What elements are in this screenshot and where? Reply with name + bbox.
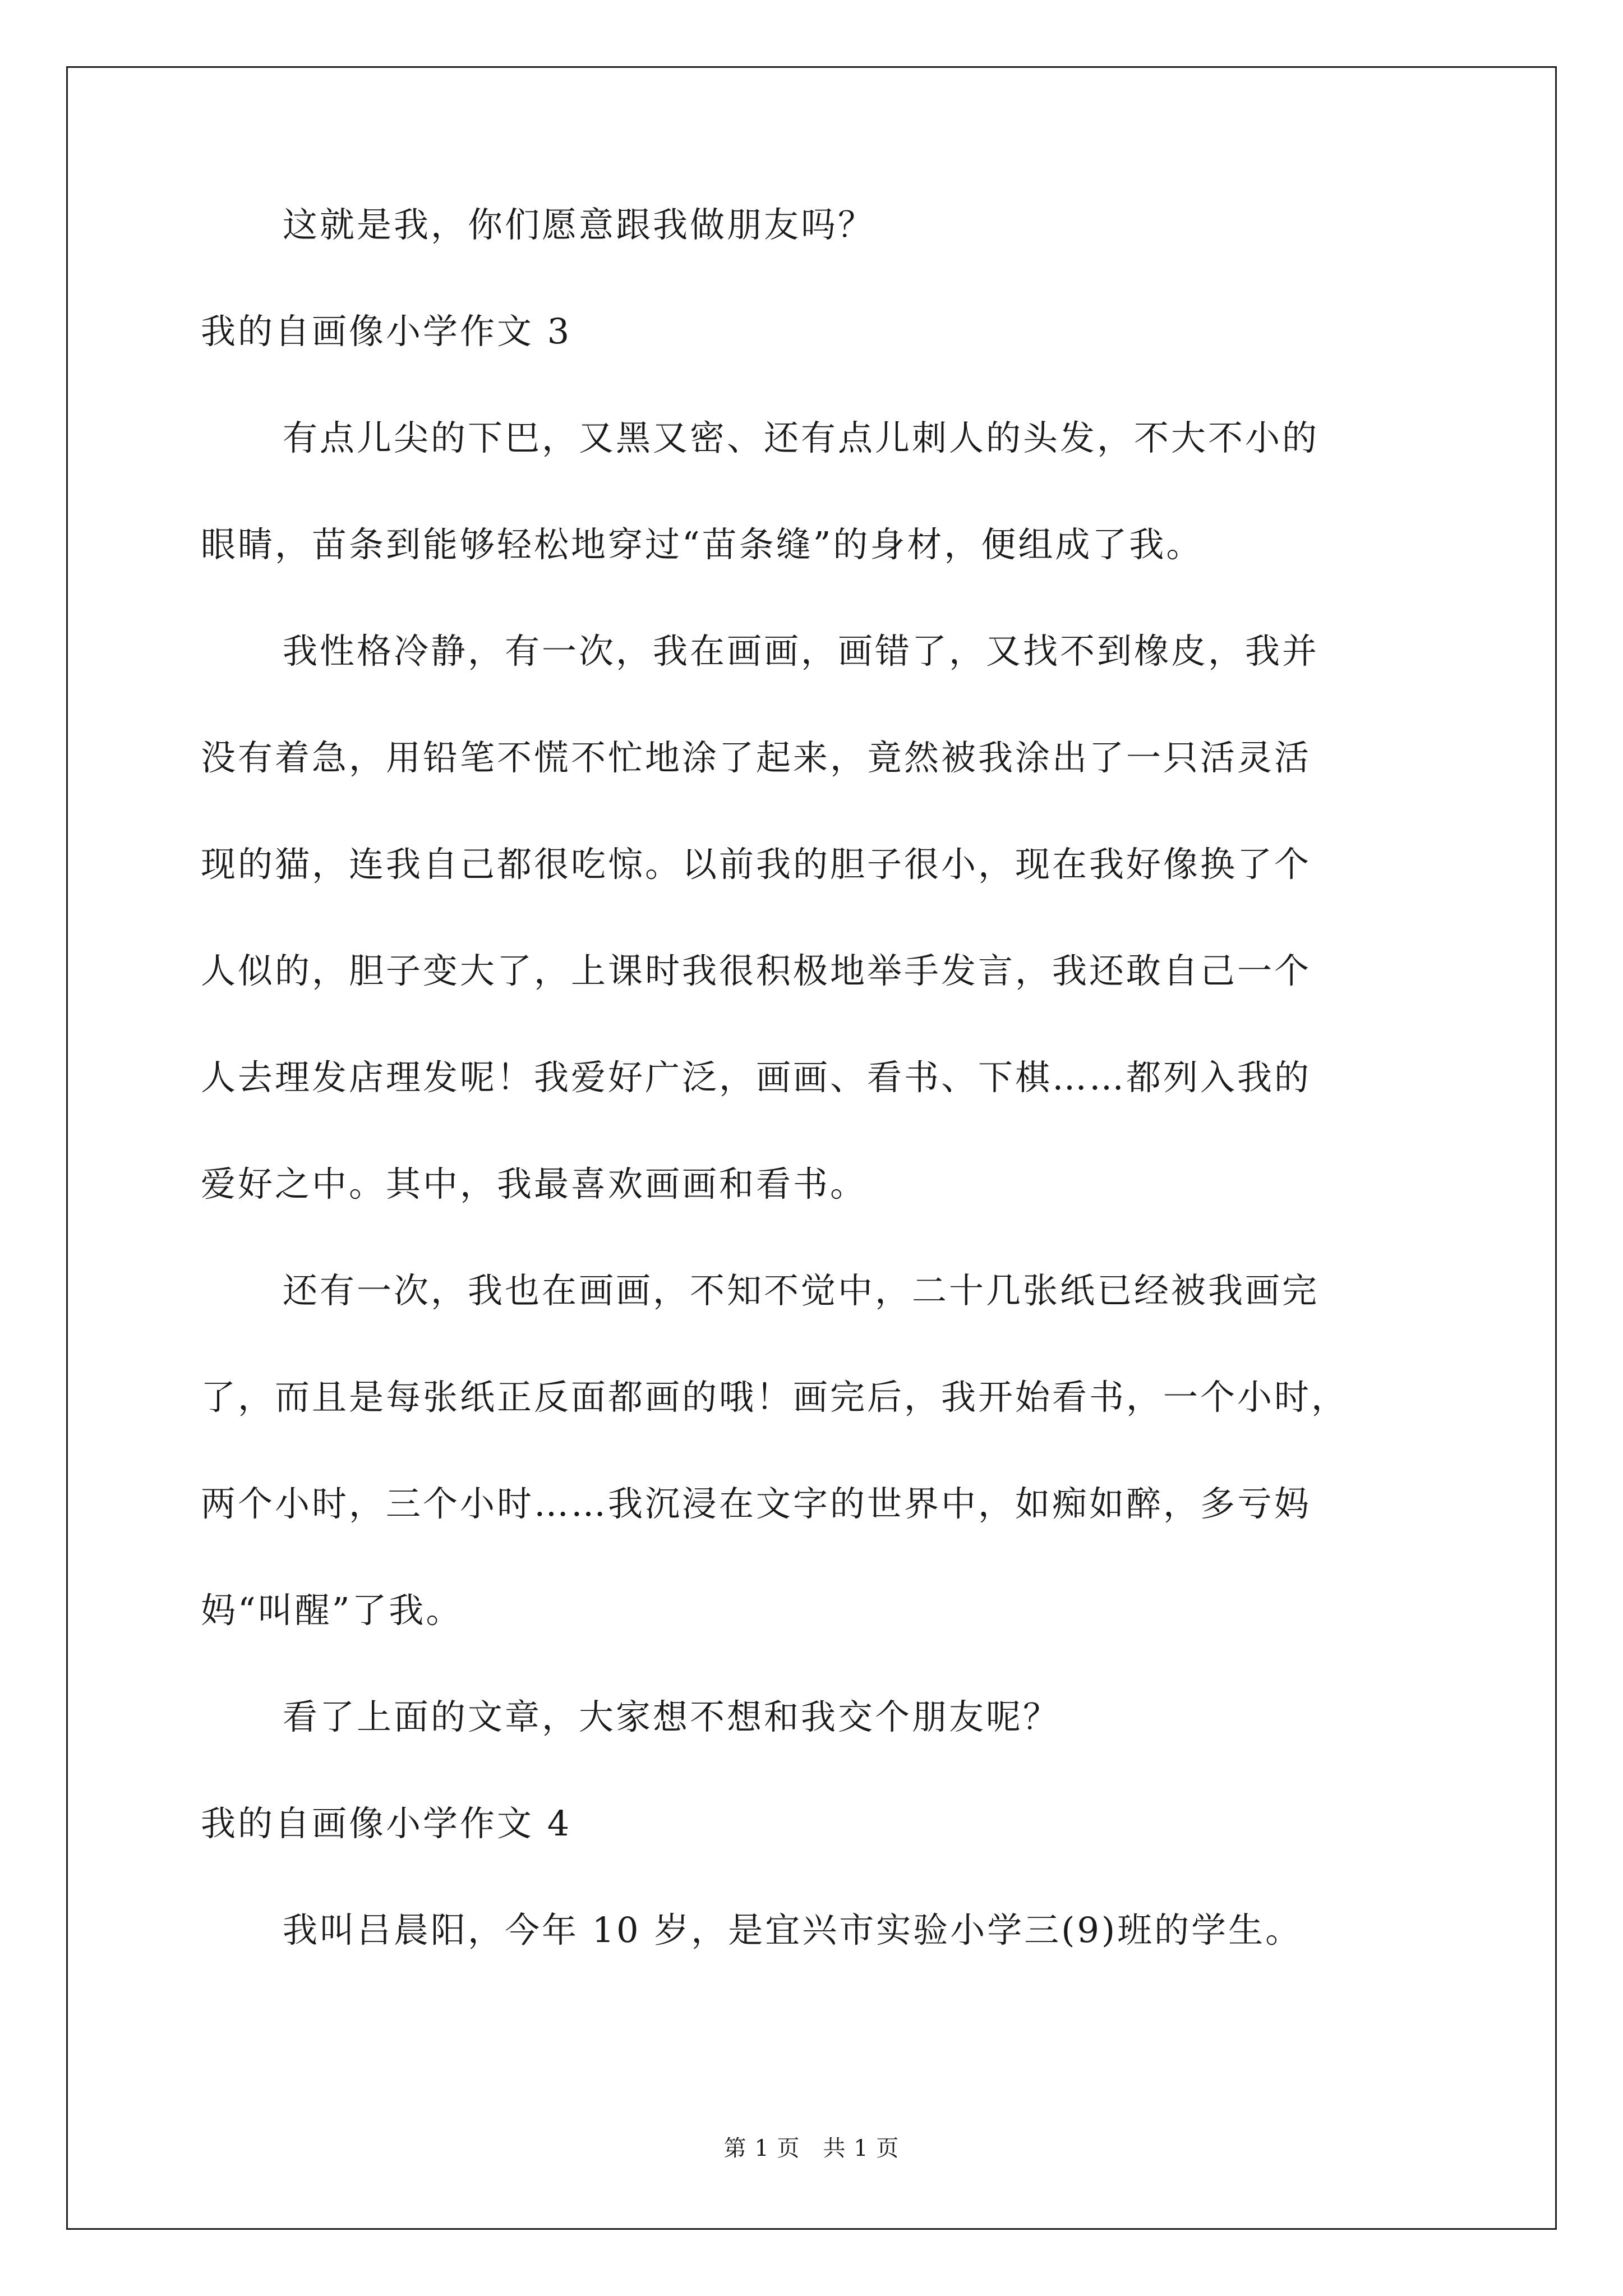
text-line: 人去理发店理发呢！我爱好广泛，画画、看书、下棋……都列入我的 (201, 1057, 1312, 1098)
text-line: 看了上面的文章，大家想不想和我交个朋友呢？ (283, 1696, 1061, 1737)
text-line: 眼睛，苗条到能够轻松地穿过“苗条缝”的身材，便组成了我。 (201, 524, 1204, 565)
section-heading: 我的自画像小学作文 3 (201, 311, 572, 352)
text-line: 这就是我，你们愿意跟我做朋友吗？ (283, 204, 875, 245)
page-footer: 第 1 页 共 1 页 (723, 2136, 900, 2161)
text-line: 没有着急，用铅笔不慌不忙地涂了起来，竟然被我涂出了一只活灵活 (201, 737, 1312, 778)
text-line: 了，而且是每张纸正反面都画的哦！画完后，我开始看书，一个小时， (201, 1377, 1349, 1418)
text-line: 妈“叫醒”了我。 (201, 1590, 463, 1631)
text-line: 我性格冷静，有一次，我在画画，画错了，又找不到橡皮，我并 (283, 631, 1320, 671)
text-line: 我叫吕晨阳，今年 10 岁，是宜兴市实验小学三(9)班的学生。 (283, 1910, 1303, 1950)
text-line: 还有一次，我也在画画，不知不觉中，二十几张纸已经被我画完 (283, 1270, 1320, 1311)
text-line: 有点儿尖的下巴，又黑又密、还有点儿刺人的头发，不大不小的 (283, 417, 1320, 458)
text-line: 人似的，胆子变大了，上课时我很积极地举手发言，我还敢自己一个 (201, 950, 1312, 991)
section-heading: 我的自画像小学作文 4 (201, 1803, 572, 1844)
text-line: 现的猫，连我自己都很吃惊。以前我的胆子很小，现在我好像换了个 (201, 844, 1312, 885)
text-line: 两个小时，三个小时……我沉浸在文字的世界中，如痴如醉，多亏妈 (201, 1483, 1312, 1524)
page-border (66, 66, 1557, 2230)
text-line: 爱好之中。其中，我最喜欢画画和看书。 (201, 1163, 868, 1204)
